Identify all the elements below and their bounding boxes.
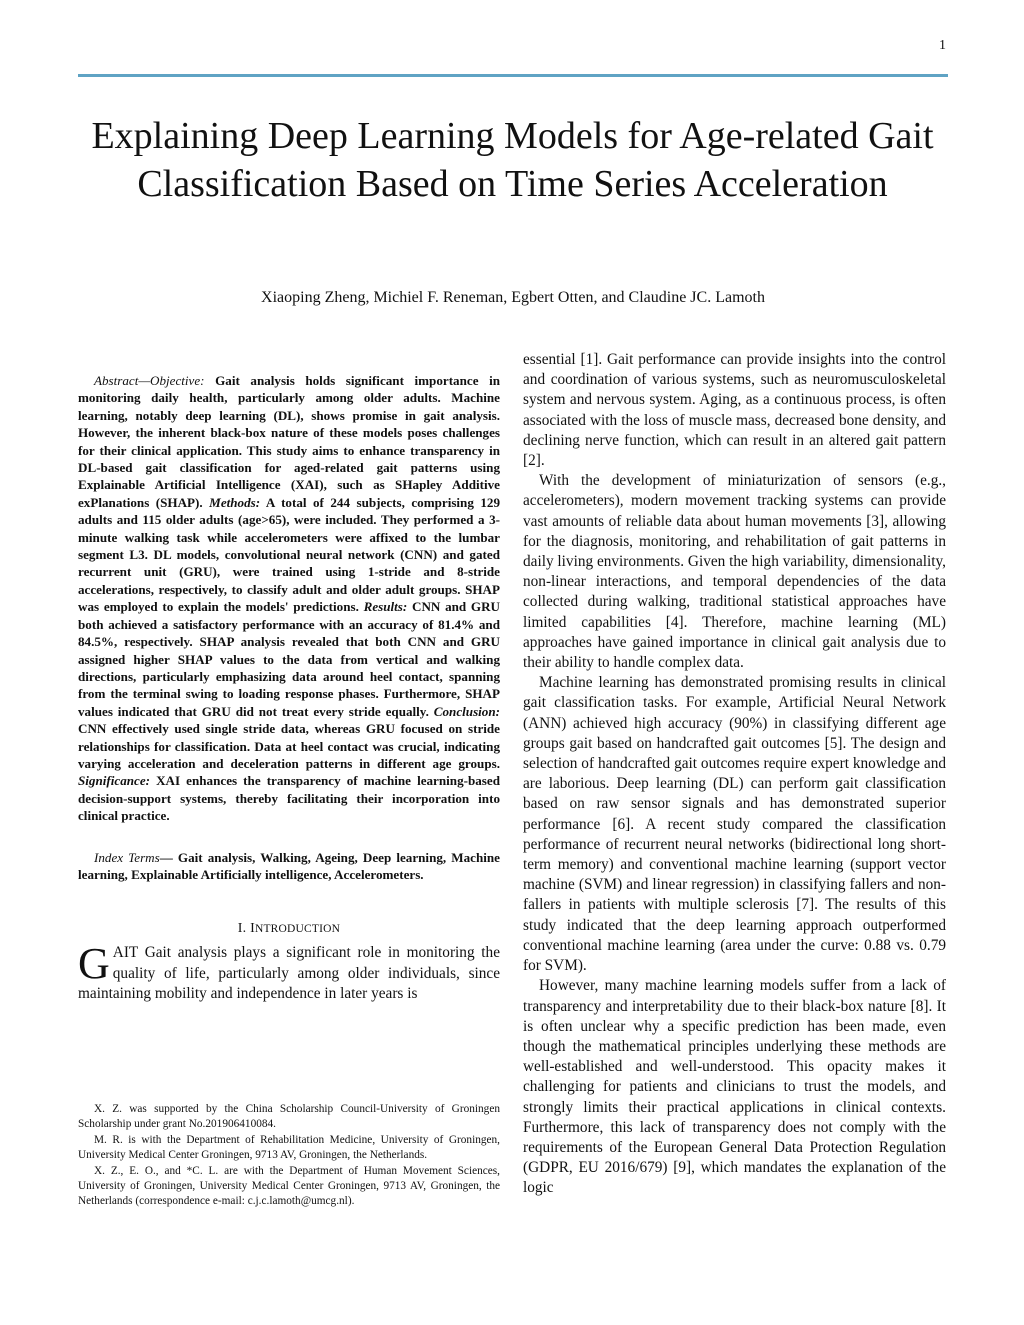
section-number: I. [237, 921, 247, 937]
abstract-results-text: CNN and GRU both achieved a satisfactory performance with an accuracy of 81.4% and 84.5%, respectively. SHAP analysis revealed that both CNN and GRU assigned higher SHAP values to the data from vertical and walking directions, particularly emphasizing data around heel contact, spanning from the terminal swing to loading response phases. Furthermore, SHAP values indicated that GRU did not treat every stride equally. [78, 599, 501, 719]
section-heading-introduction [78, 921, 500, 937]
body-paragraph: However, many machine learning models suffer from a lack of transparency and interpretability due to their black-box nature [8]. It is often unclear why a specific prediction has been made, even though the mathematical principles underlying these methods are well-established and well-understood. This opacity makes it challenging for patients and clinicians to trust the models, and strongly limits their practical applications in clinical contexts. Furthermore, this lack of transparency does not comply with the requirements of the European General Data Protection Regulation (GDPR, EU 2016/679) [9], which mandates the explanation of the logic [523, 977, 946, 1197]
abstract-lead: Abstract—Objective: [94, 373, 205, 388]
section-title-rest: NTRODUCTION [254, 923, 341, 936]
abstract [78, 372, 500, 825]
body-paragraph: essential [1]. Gait performance can provide insights into the control and coordination of various systems, such as neuromusculoskeletal system and nervous system. Aging, as a continuous process, is often associated with the loss of muscle mass, decreased bone density, and declining nerve function, which can result in an altered gait pattern [2]. [523, 351, 946, 470]
footnotes [78, 1102, 500, 1210]
abstract-methods-text: A total of 244 subjects, comprising 129 adults and 115 older adults (age>65), were included. They performed a 3-minute walking task while accelerometers were affixed to the lumbar segment L3. DL models, convolutional neural network (CNN) and gated recurrent unit (GRU), were trained using 1-stride and 8-stride accelerations, respectively, to classify adult and older adult groups. SHAP was employed to explain the models' predictions. [78, 494, 501, 615]
author-list: Xiaoping Zheng, Michiel F. Reneman, Egbert Otten, and Claudine JC. Lamoth [261, 289, 765, 306]
index-terms-lead: Index Terms [94, 849, 160, 865]
index-terms [78, 849, 500, 884]
index-terms-text: — Gait analysis, Walking, Ageing, Deep learning, Machine learning, Explainable Artificially intelligence, Accelerometers. [78, 849, 500, 882]
footnote-affiliation-2: X. Z., E. O., and *C. L. are with the Department of Human Movement Sciences, University of Groningen, University Medical Center Groningen, 9713 AV, Groningen, the Netherlands (correspondence e-mail: c.j.c.lamoth@umcg.nl). [78, 1165, 500, 1207]
header-rule [78, 74, 948, 77]
abstract-conclusion-label: Conclusion: [433, 703, 500, 719]
abstract-significance-label: Significance: [78, 773, 151, 789]
body-paragraph: Machine learning has demonstrated promising results in clinical gait classification tasks. For example, Artificial Neural Network (ANN) achieved high accuracy (90%) in classifying different age groups gait based on handcrafted gait outcomes [5]. The design and selection of handcrafted gait outcomes require expert knowledge and are laborious. Deep learning (DL) can perform gait classification based on raw sensor signals and has demonstrated superior performance [6]. A recent study compared the classification performance of recurrent neural networks (bidirectional long short-term memory) and conventional machine learning (support vector machine (SVM) and linear regression) in classifying fallers and non-fallers in patients with multiple sclerosis [7]. The results of this study indicated that the deep learning approach outperformed conventional machine learning (area under the curve: 0.88 vs. 0.79 for SVM). [523, 674, 946, 975]
abstract-results-label: Results: [363, 599, 408, 615]
left-column [78, 372, 500, 1004]
intro-paragraph [78, 939, 500, 1004]
abstract-methods-label: Methods: [209, 494, 261, 510]
page-number: 1 [939, 38, 946, 53]
abstract-text: Gait analysis holds significant importance in monitoring daily health, particularly among older adults. Machine learning, notably deep learning (DL), shows promise in gait analysis. However, the inherent black-box nature of these models poses challenges for their clinical application. This study aims to enhance transparency in DL-based gait classification for aged-related gait patterns using Explainable Artificial Intelligence (XAI), such as SHapley Additive exPlanations (SHAP). [78, 373, 500, 510]
footnote-affiliation-1: M. R. is with the Department of Rehabilitation Medicine, University of Groningen, University Medical Center Groningen, 9713 AV, Groningen, the Netherlands. [78, 1134, 500, 1161]
drop-cap: G [78, 939, 110, 989]
paper-title: Explaining Deep Learning Models for Age-related Gait Classification Based on Time Series Acceleration [91, 115, 934, 205]
section-title-initial: I [250, 921, 255, 937]
body-paragraph: With the development of miniaturization of sensors (e.g., accelerometers), modern movement tracking systems can provide vast amounts of reliable data about human movements [3], allowing for the diagnosis, monitoring, and rehabilitation of gait patterns in daily living environments. Given the high variability, dimensionality, non-linear interactions, and temporal dependencies of the data collected during walking, traditional statistical approaches have limited capabilities [4]. Therefore, machine learning (ML) approaches have gained importance in clinical gait analysis due to their ability to handle complex data. [523, 472, 946, 672]
abstract-significance-text: XAI enhances the transparency of machine learning-based decision-support systems, thereby facilitating their incorporation into clinical practice. [78, 773, 500, 824]
intro-text: AIT Gait analysis plays a significant role in monitoring the quality of life, particularly among older individuals, since maintaining mobility and independence in later years is [78, 944, 500, 1002]
abstract-conclusion-text: CNN effectively used single stride data, whereas GRU focused on stride relationships for classification. Data at heel contact was crucial, indicating varying acceleration and deceleration patterns in different age groups. [78, 721, 500, 771]
footnote-funding: X. Z. was supported by the China Scholarship Council-University of Groningen Scholarship under grant No.201906410084. [78, 1103, 500, 1130]
right-column [523, 350, 946, 1199]
